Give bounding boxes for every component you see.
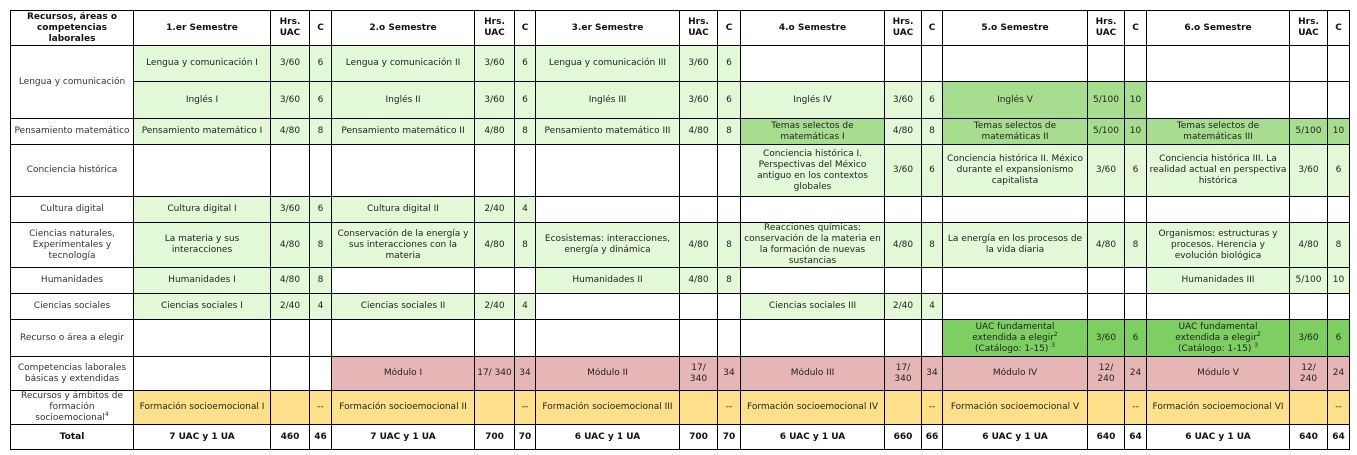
total-credits: 64 bbox=[1328, 425, 1350, 450]
empty-cell bbox=[1147, 82, 1290, 119]
empty-cell bbox=[680, 320, 718, 357]
header-c: C bbox=[310, 11, 332, 46]
header-hrs: Hrs. UAC bbox=[680, 11, 718, 46]
area-label: Competencias laborales básicas y extendidas bbox=[11, 357, 134, 391]
curriculum-table bbox=[10, 10, 1350, 450]
total-credits: 46 bbox=[310, 425, 332, 450]
subject-cell: Pensamiento matemático II bbox=[332, 119, 475, 145]
module-cell: Módulo IV bbox=[943, 357, 1088, 391]
empty-cell bbox=[134, 357, 271, 391]
hours-cell: 4/80 bbox=[680, 268, 718, 294]
empty-cell bbox=[515, 268, 536, 294]
total-hours: 640 bbox=[1088, 425, 1125, 450]
hours-cell bbox=[885, 391, 922, 425]
hours-cell bbox=[475, 391, 515, 425]
credits-cell: 34 bbox=[922, 357, 943, 391]
hours-cell: 4/80 bbox=[475, 223, 515, 268]
table-row-humanidades bbox=[11, 268, 1350, 294]
header-c: C bbox=[718, 11, 741, 46]
credits-cell: 34 bbox=[718, 357, 741, 391]
hours-cell: 3/60 bbox=[1290, 145, 1328, 197]
subject-cell: La materia y sus interacciones bbox=[134, 223, 271, 268]
credits-cell: -- bbox=[922, 391, 943, 425]
area-label: Cultura digital bbox=[11, 197, 134, 223]
subject-line: (Catálogo: 1-15) bbox=[974, 343, 1049, 354]
subject-cell: Lengua y comunicación II bbox=[332, 46, 475, 82]
credits-cell: 10 bbox=[1328, 268, 1350, 294]
subject-cell: Ciencias sociales I bbox=[134, 294, 271, 320]
hours-cell: 3/60 bbox=[1088, 320, 1125, 357]
empty-cell bbox=[1147, 46, 1290, 82]
area-label: Humanidades bbox=[11, 268, 134, 294]
empty-cell bbox=[943, 46, 1088, 82]
empty-cell bbox=[271, 320, 310, 357]
hours-cell: 17/ 340 bbox=[680, 357, 718, 391]
header-hrs: Hrs. UAC bbox=[1290, 11, 1328, 46]
subject-cell: Humanidades II bbox=[536, 268, 680, 294]
empty-cell bbox=[271, 145, 310, 197]
credits-cell: 10 bbox=[1125, 82, 1147, 119]
subject-cell: Lengua y comunicación III bbox=[536, 46, 680, 82]
empty-cell bbox=[1290, 82, 1328, 119]
empty-cell bbox=[1088, 197, 1125, 223]
hours-cell: 5/100 bbox=[1290, 119, 1328, 145]
credits-cell: 6 bbox=[718, 46, 741, 82]
hours-cell: 3/60 bbox=[680, 82, 718, 119]
header-hrs: Hrs. UAC bbox=[271, 11, 310, 46]
empty-cell bbox=[718, 145, 741, 197]
subject-cell: Conciencia histórica III. La realidad actual en perspectiva histórica bbox=[1147, 145, 1290, 197]
empty-cell bbox=[134, 320, 271, 357]
credits-cell: 6 bbox=[310, 82, 332, 119]
empty-cell bbox=[1290, 294, 1328, 320]
total-subjects: 7 UAC y 1 UA bbox=[134, 425, 271, 450]
hours-cell: 2/40 bbox=[885, 294, 922, 320]
subject-cell: Humanidades I bbox=[134, 268, 271, 294]
area-label: Pensamiento matemático bbox=[11, 119, 134, 145]
hours-cell: 4/80 bbox=[1290, 223, 1328, 268]
empty-cell bbox=[475, 268, 515, 294]
empty-cell bbox=[885, 46, 922, 82]
hours-cell: 4/80 bbox=[680, 223, 718, 268]
empty-cell bbox=[536, 145, 680, 197]
hours-cell: 4/80 bbox=[271, 119, 310, 145]
credits-cell: 8 bbox=[515, 119, 536, 145]
subject-cell: Formación socioemocional I bbox=[134, 391, 271, 425]
hours-cell: 3/60 bbox=[271, 46, 310, 82]
footnote-marker: 3 bbox=[1254, 341, 1259, 349]
subject-cell: Formación socioemocional II bbox=[332, 391, 475, 425]
total-hours: 700 bbox=[680, 425, 718, 450]
hours-cell bbox=[1088, 391, 1125, 425]
credits-cell: 8 bbox=[718, 223, 741, 268]
subject-cell: Ciencias sociales II bbox=[332, 294, 475, 320]
total-subjects: 7 UAC y 1 UA bbox=[332, 425, 475, 450]
hours-cell: 3/60 bbox=[1088, 145, 1125, 197]
header-c: C bbox=[515, 11, 536, 46]
hours-cell bbox=[271, 391, 310, 425]
header-area: Recursos, áreas o competencias laborales bbox=[11, 11, 134, 46]
credits-cell: 8 bbox=[1125, 223, 1147, 268]
empty-cell bbox=[1088, 294, 1125, 320]
empty-cell bbox=[741, 320, 885, 357]
area-label: Ciencias naturales, Experimentales y tecnología bbox=[11, 223, 134, 268]
hours-cell: 5/100 bbox=[1088, 119, 1125, 145]
hours-cell: 3/60 bbox=[680, 46, 718, 82]
table-row-total bbox=[11, 425, 1350, 450]
subject-line: extendida a elegir bbox=[972, 332, 1054, 343]
hours-cell: 12/ 240 bbox=[1088, 357, 1125, 391]
empty-cell bbox=[536, 197, 680, 223]
footnote-marker: 2 bbox=[1256, 330, 1261, 338]
header-sem3: 3.er Semestre bbox=[536, 11, 680, 46]
header-sem4: 4.o Semestre bbox=[741, 11, 885, 46]
table-row-cultura bbox=[11, 197, 1350, 223]
empty-cell bbox=[1290, 46, 1328, 82]
empty-cell bbox=[475, 320, 515, 357]
empty-cell bbox=[741, 268, 885, 294]
subject-cell: Ecosistemas: interacciones, energía y dinámica bbox=[536, 223, 680, 268]
empty-cell bbox=[1088, 46, 1125, 82]
hours-cell: 3/60 bbox=[885, 145, 922, 197]
subject-line: UAC fundamental bbox=[975, 321, 1055, 332]
subject-cell: La energía en los procesos de la vida diaria bbox=[943, 223, 1088, 268]
empty-cell bbox=[943, 197, 1088, 223]
subject-line: (Catálogo: 1-15) bbox=[1177, 343, 1252, 354]
subject-cell: Cultura digital II bbox=[332, 197, 475, 223]
credits-cell: -- bbox=[718, 391, 741, 425]
empty-cell bbox=[1088, 268, 1125, 294]
hours-cell: 5/100 bbox=[1290, 268, 1328, 294]
hours-cell: 3/60 bbox=[1290, 320, 1328, 357]
subject-cell: Inglés III bbox=[536, 82, 680, 119]
credits-cell: -- bbox=[1328, 391, 1350, 425]
module-cell: Módulo II bbox=[536, 357, 680, 391]
area-label: Conciencia histórica bbox=[11, 145, 134, 197]
hours-cell: 3/60 bbox=[271, 82, 310, 119]
subject-cell: Temas selectos de matemáticas II bbox=[943, 119, 1088, 145]
empty-cell bbox=[922, 197, 943, 223]
header-sem2: 2.o Semestre bbox=[332, 11, 475, 46]
credits-cell: 24 bbox=[1125, 357, 1147, 391]
subject-cell: Conciencia histórica II. México durante el expansionismo capitalista bbox=[943, 145, 1088, 197]
subject-line: extendida a elegir bbox=[1175, 332, 1257, 343]
hours-cell: 4/80 bbox=[271, 223, 310, 268]
empty-cell bbox=[515, 320, 536, 357]
hours-cell: 3/60 bbox=[475, 82, 515, 119]
table-row-competencias bbox=[11, 357, 1350, 391]
footnote-marker: 3 bbox=[1051, 341, 1056, 349]
area-label: Lengua y comunicación bbox=[11, 46, 134, 119]
header-c: C bbox=[1125, 11, 1147, 46]
credits-cell: -- bbox=[310, 391, 332, 425]
empty-cell bbox=[922, 46, 943, 82]
empty-cell bbox=[310, 320, 332, 357]
credits-cell: 8 bbox=[718, 119, 741, 145]
hours-cell: 4/80 bbox=[271, 268, 310, 294]
empty-cell bbox=[741, 197, 885, 223]
empty-cell bbox=[536, 294, 680, 320]
credits-cell: 24 bbox=[1328, 357, 1350, 391]
credits-cell: 8 bbox=[718, 268, 741, 294]
hours-cell: 4/80 bbox=[680, 119, 718, 145]
hours-cell bbox=[680, 391, 718, 425]
hours-cell: 17/ 340 bbox=[885, 357, 922, 391]
subject-cell: Pensamiento matemático I bbox=[134, 119, 271, 145]
hours-cell: 3/60 bbox=[475, 46, 515, 82]
hours-cell: 2/40 bbox=[475, 294, 515, 320]
hours-cell: 5/100 bbox=[1088, 82, 1125, 119]
subject-cell: Pensamiento matemático III bbox=[536, 119, 680, 145]
credits-cell: -- bbox=[1125, 391, 1147, 425]
credits-cell: 6 bbox=[922, 82, 943, 119]
total-credits: 70 bbox=[718, 425, 741, 450]
total-credits: 64 bbox=[1125, 425, 1147, 450]
empty-cell bbox=[718, 294, 741, 320]
empty-cell bbox=[680, 294, 718, 320]
subject-cell bbox=[943, 320, 1088, 357]
subject-cell: Ciencias sociales III bbox=[741, 294, 885, 320]
empty-cell bbox=[885, 268, 922, 294]
empty-cell bbox=[680, 197, 718, 223]
empty-cell bbox=[332, 320, 475, 357]
total-hours: 640 bbox=[1290, 425, 1328, 450]
empty-cell bbox=[1125, 197, 1147, 223]
hours-cell bbox=[1290, 391, 1328, 425]
credits-cell: 8 bbox=[515, 223, 536, 268]
empty-cell bbox=[1328, 46, 1350, 82]
footnote-marker: 2 bbox=[1053, 330, 1058, 338]
subject-cell: Inglés V bbox=[943, 82, 1088, 119]
header-sem1: 1.er Semestre bbox=[134, 11, 271, 46]
header-hrs: Hrs. UAC bbox=[475, 11, 515, 46]
credits-cell: 6 bbox=[1125, 145, 1147, 197]
module-cell: Módulo III bbox=[741, 357, 885, 391]
credits-cell: 6 bbox=[310, 46, 332, 82]
empty-cell bbox=[718, 197, 741, 223]
subject-cell: Formación socioemocional III bbox=[536, 391, 680, 425]
total-hours: 700 bbox=[475, 425, 515, 450]
credits-cell: 8 bbox=[922, 119, 943, 145]
empty-cell bbox=[1125, 294, 1147, 320]
empty-cell bbox=[885, 320, 922, 357]
total-hours: 460 bbox=[271, 425, 310, 450]
hours-cell: 3/60 bbox=[271, 197, 310, 223]
empty-cell bbox=[1125, 46, 1147, 82]
header-row bbox=[11, 11, 1350, 46]
hours-cell: 4/80 bbox=[885, 119, 922, 145]
area-label: Recurso o área a elegir bbox=[11, 320, 134, 357]
total-hours: 660 bbox=[885, 425, 922, 450]
area-label: Ciencias sociales bbox=[11, 294, 134, 320]
credits-cell: 8 bbox=[1328, 223, 1350, 268]
empty-cell bbox=[332, 268, 475, 294]
hours-cell: 3/60 bbox=[885, 82, 922, 119]
empty-cell bbox=[1328, 294, 1350, 320]
credits-cell: 4 bbox=[515, 197, 536, 223]
empty-cell bbox=[134, 145, 271, 197]
empty-cell bbox=[943, 294, 1088, 320]
credits-cell: 6 bbox=[515, 82, 536, 119]
empty-cell bbox=[1125, 268, 1147, 294]
subject-cell: Conservación de la energía y sus interacciones con la materia bbox=[332, 223, 475, 268]
total-subjects: 6 UAC y 1 UA bbox=[536, 425, 680, 450]
subject-cell: Formación socioemocional V bbox=[943, 391, 1088, 425]
empty-cell bbox=[1328, 197, 1350, 223]
empty-cell bbox=[310, 357, 332, 391]
credits-cell: 8 bbox=[310, 119, 332, 145]
credits-cell: -- bbox=[515, 391, 536, 425]
credits-cell: 10 bbox=[1125, 119, 1147, 145]
footnote-marker: 4 bbox=[104, 411, 109, 418]
empty-cell bbox=[515, 145, 536, 197]
subject-cell: Temas selectos de matemáticas I bbox=[741, 119, 885, 145]
subject-cell: Lengua y comunicación I bbox=[134, 46, 271, 82]
credits-cell: 8 bbox=[310, 223, 332, 268]
module-cell: Módulo I bbox=[332, 357, 475, 391]
empty-cell bbox=[741, 46, 885, 82]
area-text: Recursos y ámbitos de formación socioemocional bbox=[20, 391, 123, 423]
header-hrs: Hrs. UAC bbox=[1088, 11, 1125, 46]
credits-cell: 34 bbox=[515, 357, 536, 391]
subject-cell: Inglés II bbox=[332, 82, 475, 119]
header-c: C bbox=[922, 11, 943, 46]
total-subjects: 6 UAC y 1 UA bbox=[1147, 425, 1290, 450]
subject-cell: Temas selectos de matemáticas III bbox=[1147, 119, 1290, 145]
empty-cell bbox=[718, 320, 741, 357]
header-sem6: 6.o Semestre bbox=[1147, 11, 1290, 46]
table-row-pensamiento bbox=[11, 119, 1350, 145]
hours-cell: 4/80 bbox=[1088, 223, 1125, 268]
credits-cell: 6 bbox=[718, 82, 741, 119]
table-row-ciencias-sociales bbox=[11, 294, 1350, 320]
total-credits: 66 bbox=[922, 425, 943, 450]
empty-cell bbox=[536, 320, 680, 357]
empty-cell bbox=[943, 268, 1088, 294]
subject-cell: Formación socioemocional IV bbox=[741, 391, 885, 425]
credits-cell: 6 bbox=[1328, 145, 1350, 197]
subject-cell: Cultura digital I bbox=[134, 197, 271, 223]
hours-cell: 12/ 240 bbox=[1290, 357, 1328, 391]
subject-cell: Organismos: estructuras y procesos. Herencia y evolución biológica bbox=[1147, 223, 1290, 268]
subject-cell: Humanidades III bbox=[1147, 268, 1290, 294]
table-row-socioemocional bbox=[11, 391, 1350, 425]
credits-cell: 4 bbox=[515, 294, 536, 320]
empty-cell bbox=[1290, 197, 1328, 223]
subject-cell bbox=[1147, 320, 1290, 357]
empty-cell bbox=[271, 357, 310, 391]
empty-cell bbox=[1147, 294, 1290, 320]
total-subjects: 6 UAC y 1 UA bbox=[741, 425, 885, 450]
credits-cell: 6 bbox=[515, 46, 536, 82]
empty-cell bbox=[885, 197, 922, 223]
hours-cell: 4/80 bbox=[475, 119, 515, 145]
area-label bbox=[11, 391, 134, 425]
subject-cell: Inglés IV bbox=[741, 82, 885, 119]
subject-cell: Formación socioemocional VI bbox=[1147, 391, 1290, 425]
credits-cell: 4 bbox=[310, 294, 332, 320]
credits-cell: 8 bbox=[310, 268, 332, 294]
table-row-conciencia bbox=[11, 145, 1350, 197]
credits-cell: 6 bbox=[1125, 320, 1147, 357]
subject-line: UAC fundamental bbox=[1178, 321, 1258, 332]
empty-cell bbox=[332, 145, 475, 197]
subject-cell: Reacciones químicas: conservación de la materia en la formación de nuevas sustancias bbox=[741, 223, 885, 268]
module-cell: Módulo V bbox=[1147, 357, 1290, 391]
empty-cell bbox=[680, 145, 718, 197]
empty-cell bbox=[475, 145, 515, 197]
hours-cell: 4/80 bbox=[885, 223, 922, 268]
credits-cell: 6 bbox=[922, 145, 943, 197]
empty-cell bbox=[1147, 197, 1290, 223]
table-row-lengua-1 bbox=[11, 46, 1350, 82]
header-sem5: 5.o Semestre bbox=[943, 11, 1088, 46]
header-c: C bbox=[1328, 11, 1350, 46]
credits-cell: 6 bbox=[310, 197, 332, 223]
empty-cell bbox=[922, 320, 943, 357]
credits-cell: 10 bbox=[1328, 119, 1350, 145]
total-credits: 70 bbox=[515, 425, 536, 450]
hours-cell: 2/40 bbox=[475, 197, 515, 223]
total-label: Total bbox=[11, 425, 134, 450]
empty-cell bbox=[1328, 82, 1350, 119]
subject-cell: Inglés I bbox=[134, 82, 271, 119]
hours-cell: 2/40 bbox=[271, 294, 310, 320]
credits-cell: 4 bbox=[922, 294, 943, 320]
subject-cell: Conciencia histórica I. Perspectivas del México antiguo en los contextos globales bbox=[741, 145, 885, 197]
table-row-lengua-2 bbox=[11, 82, 1350, 119]
header-hrs: Hrs. UAC bbox=[885, 11, 922, 46]
empty-cell bbox=[922, 268, 943, 294]
credits-cell: 8 bbox=[922, 223, 943, 268]
empty-cell bbox=[310, 145, 332, 197]
table-row-recurso bbox=[11, 320, 1350, 357]
table-row-ciencias-naturales bbox=[11, 223, 1350, 268]
total-subjects: 6 UAC y 1 UA bbox=[943, 425, 1088, 450]
hours-cell: 17/ 340 bbox=[475, 357, 515, 391]
credits-cell: 6 bbox=[1328, 320, 1350, 357]
